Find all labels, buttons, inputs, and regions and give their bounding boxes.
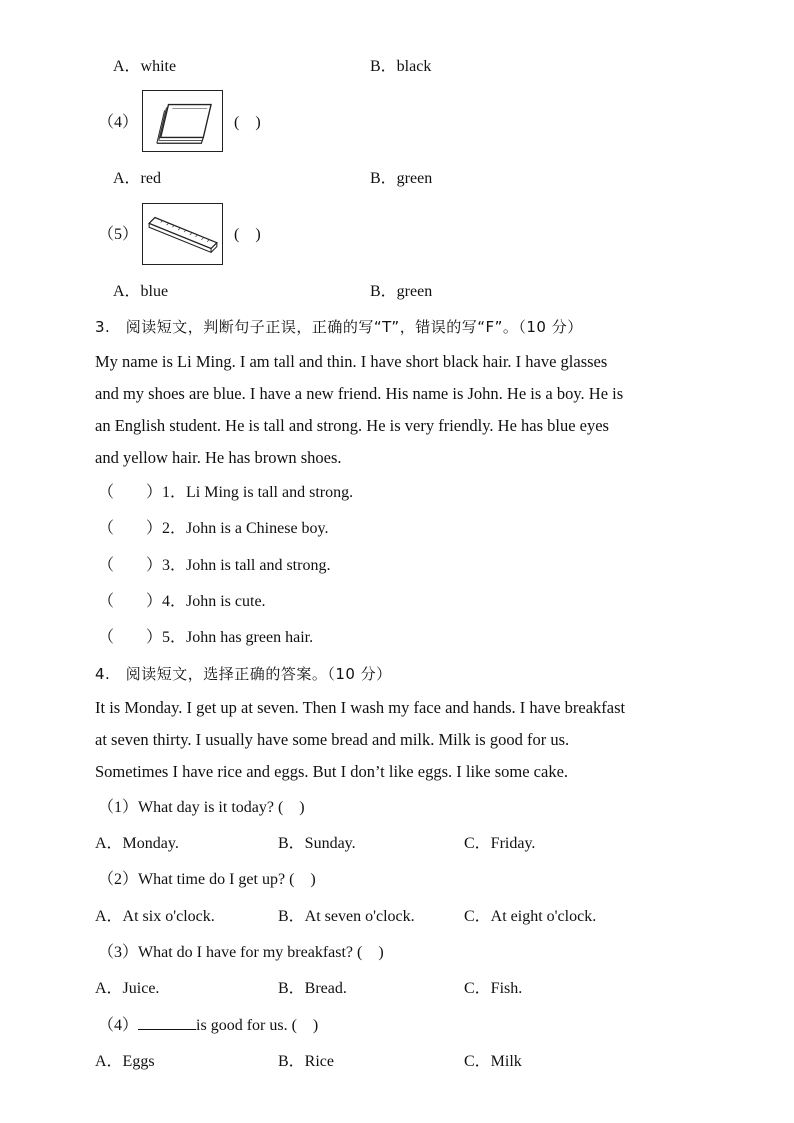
- option-c[interactable]: C．At eight o'clock.: [464, 908, 597, 925]
- book-picture: [142, 90, 223, 152]
- option-b: B．green: [370, 170, 433, 187]
- option-a: A．blue: [113, 283, 169, 300]
- option-a[interactable]: A．Monday.: [95, 835, 179, 852]
- tf-statement[interactable]: （ ）5．John has green hair.: [98, 629, 314, 646]
- passage-line: and yellow hair. He has brown shoes.: [95, 448, 342, 467]
- mc-question: [98, 1015, 318, 1036]
- passage-line: It is Monday. I get up at seven. Then I wash my face and hands. I have breakfast: [95, 698, 626, 717]
- section-4-heading: 4. 阅读短文，选择正确的答案。（10 分）: [95, 665, 392, 683]
- option-c[interactable]: C．Milk: [464, 1053, 522, 1070]
- answer-paren[interactable]: ( ): [234, 114, 261, 131]
- option-a[interactable]: A．Eggs: [95, 1053, 155, 1070]
- section-4-passage: [95, 692, 700, 788]
- passage-line: an English student. He is tall and strong. He is very friendly. He has blue eyes: [95, 416, 609, 435]
- answer-paren[interactable]: ( ): [234, 226, 261, 243]
- option-b[interactable]: B．Rice: [278, 1053, 334, 1070]
- book-icon: [143, 91, 222, 151]
- passage-line: Sometimes I have rice and eggs. But I don’t like eggs. I like some cake.: [95, 762, 569, 781]
- section-3-passage: [95, 346, 700, 474]
- ruler-icon: [143, 204, 222, 264]
- section-3-heading: 3. 阅读短文，判断句子正误，正确的写“T”，错误的写“F”。（10 分）: [95, 318, 583, 336]
- passage-line: and my shoes are blue. I have a new friend. His name is John. He is a boy. He is: [95, 384, 624, 403]
- option-a: A．red: [113, 170, 161, 187]
- option-b: B．green: [370, 283, 433, 300]
- tf-statement[interactable]: （ ）2．John is a Chinese boy.: [98, 520, 329, 537]
- option-b[interactable]: B．At seven o'clock.: [278, 908, 415, 925]
- passage-line: My name is Li Ming. I am tall and thin. I have short black hair. I have glasses: [95, 352, 608, 371]
- tf-statement[interactable]: （ ）1．Li Ming is tall and strong.: [98, 484, 354, 501]
- mc-question: （1）What day is it today? ( ): [98, 799, 305, 816]
- question-number: （4）: [98, 114, 139, 131]
- tf-statement[interactable]: （ ）3．John is tall and strong.: [98, 557, 331, 574]
- ruler-picture: [142, 203, 223, 265]
- option-a[interactable]: A．Juice.: [95, 980, 160, 997]
- question-number: （5）: [98, 226, 139, 243]
- option-a: A．white: [113, 58, 177, 75]
- option-c[interactable]: C．Friday.: [464, 835, 536, 852]
- option-b[interactable]: B．Sunday.: [278, 835, 356, 852]
- mc-question: （3）What do I have for my breakfast? ( ): [98, 944, 384, 961]
- fill-blank[interactable]: [138, 1015, 196, 1030]
- option-b[interactable]: B．Bread.: [278, 980, 347, 997]
- passage-line: at seven thirty. I usually have some bread and milk. Milk is good for us.: [95, 730, 570, 749]
- question-text: is good for us. ( ): [196, 1017, 319, 1034]
- option-b: B．black: [370, 58, 432, 75]
- option-a[interactable]: A．At six o'clock.: [95, 908, 215, 925]
- mc-question: （2）What time do I get up? ( ): [98, 871, 316, 888]
- question-number: （4）: [98, 1017, 139, 1034]
- tf-statement[interactable]: （ ）4．John is cute.: [98, 593, 266, 610]
- option-c[interactable]: C．Fish.: [464, 980, 523, 997]
